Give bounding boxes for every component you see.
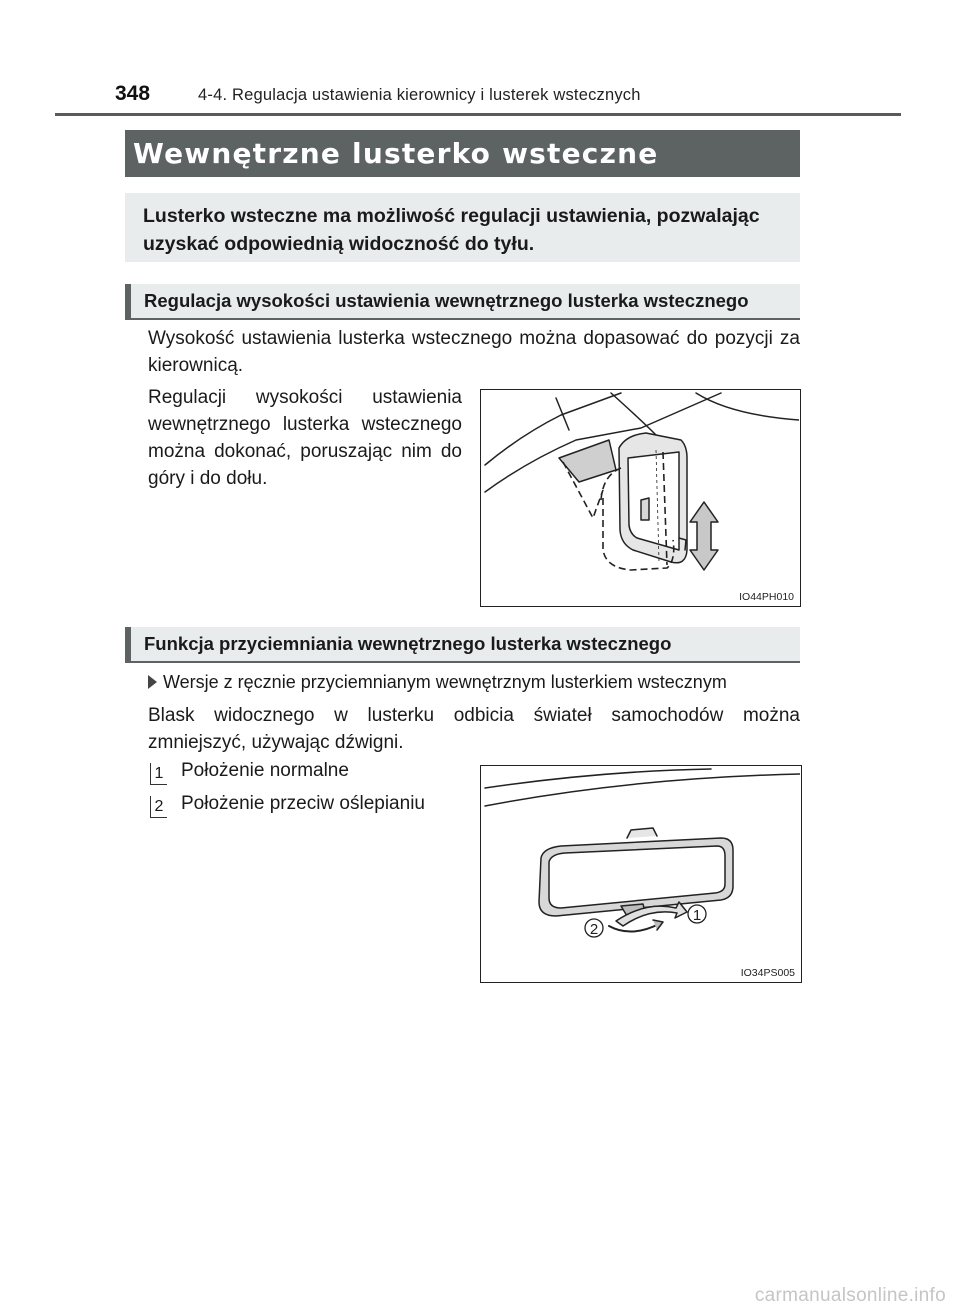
section-heading-dimming <box>125 627 800 663</box>
page-header <box>110 82 900 112</box>
callout-2 <box>585 919 603 938</box>
intro-box <box>125 193 800 262</box>
section-heading-height <box>125 284 800 320</box>
figure-code: IO44PH010 <box>739 591 794 603</box>
mirror-height-figure <box>480 389 801 607</box>
section-accent <box>125 284 131 320</box>
list-item <box>150 760 349 785</box>
mirror-dimming-figure <box>480 765 802 983</box>
section-heading-label: Funkcja przyciemniania wewnętrznego lusterka wstecznego <box>144 633 672 654</box>
mirror-dimming-illustration <box>481 766 800 981</box>
triangle-bullet-icon <box>148 675 157 689</box>
height-description: Wysokość ustawienia lusterka wstecznego można dopasować do pozycji za kierownicą. <box>148 328 800 376</box>
section-accent <box>125 627 131 663</box>
title-bar <box>125 130 800 177</box>
chapter-title: 4-4. Regulacja ustawienia kierownicy i lusterek wstecznych <box>198 86 641 104</box>
callout-2-label: 2 <box>589 921 599 938</box>
intro-text: Lusterko wsteczne ma możliwość regulacji ustawienia, pozwalając uzyskać odpowiednią widoczność do tyłu. <box>143 205 760 255</box>
section-heading-label: Regulacja wysokości ustawienia wewnętrznego lusterka wstecznego <box>144 290 749 311</box>
figure-code: IO34PS005 <box>740 967 795 979</box>
dimming-description: Blask widocznego w lusterku odbicia świateł samochodów można zmniejszyć, używając dźwigni. <box>148 705 800 753</box>
list-item <box>150 793 425 818</box>
item-number: 2 <box>150 796 167 818</box>
height-instructions: Regulacji wysokości ustawienia wewnętrznego lusterka wstecznego można dokonać, poruszając nim do góry i do dołu. <box>148 387 462 489</box>
callout-1 <box>688 905 706 924</box>
footer-watermark: carmanualsonline.info <box>754 1285 946 1306</box>
variant-bullet <box>148 672 727 693</box>
item-number: 1 <box>150 763 167 785</box>
variant-text: Wersje z ręcznie przyciemnianym wewnętrznym lusterkiem wstecznym <box>163 672 727 692</box>
header-divider <box>55 113 901 116</box>
callout-1-label: 1 <box>692 907 702 924</box>
item-label: Położenie przeciw oślepianiu <box>181 793 425 814</box>
item-label: Położenie normalne <box>181 760 349 781</box>
page-title: Wewnętrzne lusterko wsteczne <box>133 137 659 170</box>
mirror-height-illustration <box>481 390 799 605</box>
page-number: 348 <box>115 82 151 105</box>
